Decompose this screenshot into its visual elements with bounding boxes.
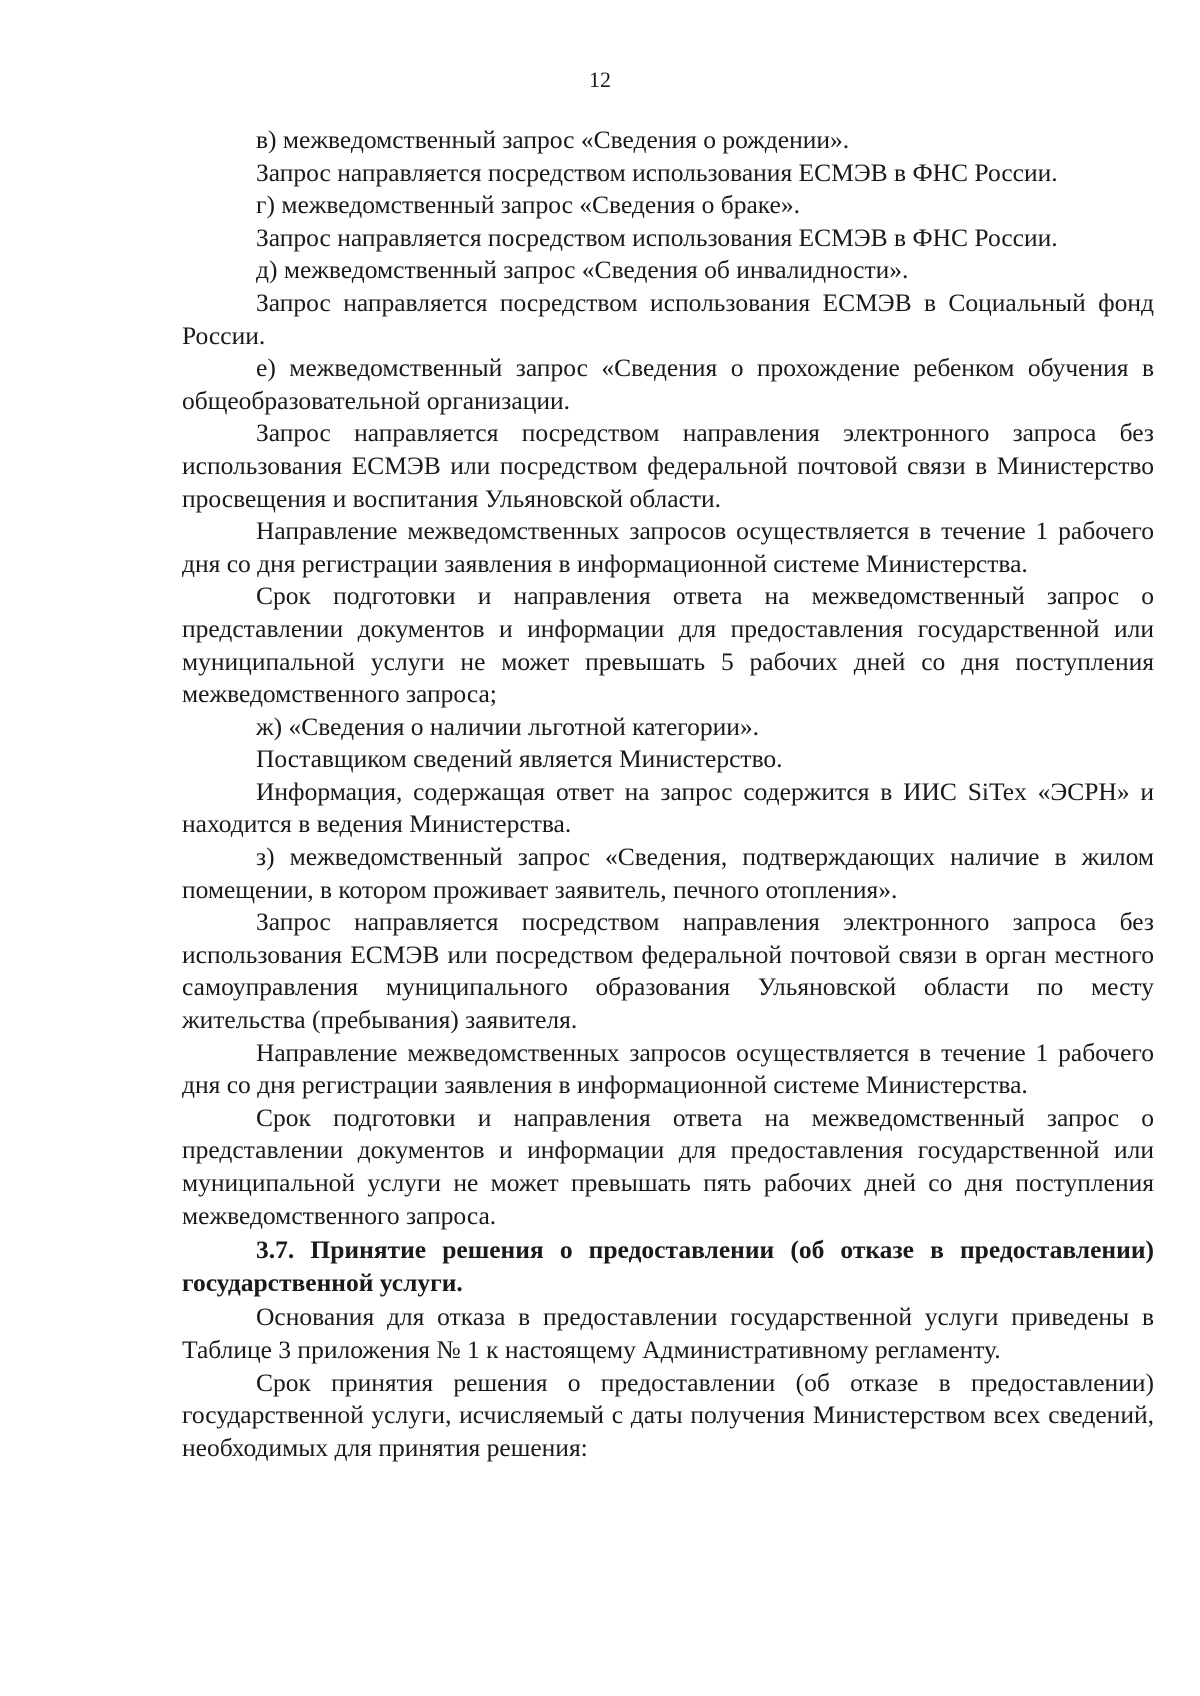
paragraph: е) межведомственный запрос «Сведения о прохождение ребенком обучения в общеобразовательной организации.	[182, 353, 1154, 415]
page-number: 12	[589, 67, 611, 92]
paragraph: Основания для отказа в предоставлении государственной услуги приведены в Таблице 3 приложения № 1 к настоящему Административному регламенту.	[182, 1302, 1154, 1364]
paragraph: д) межведомственный запрос «Сведения об инвалидности».	[256, 255, 909, 285]
paragraph: Запрос направляется посредством направления электронного запроса без использования ЕСМЭВ или посредством федеральной почтовой связи в Министерство просвещения и воспитания Ульяновской области.	[182, 418, 1154, 513]
paragraph: г) межведомственный запрос «Сведения о браке».	[256, 190, 800, 220]
paragraph: Срок подготовки и направления ответа на межведомственный запрос о представлении документов и информации для предоставления государственной или муниципальной услуги не может превышать 5 рабочих дней со дня поступления межведомственного запроса;	[182, 581, 1154, 709]
paragraph: з) межведомственный запрос «Сведения, подтверждающих наличие в жилом помещении, в котором проживает заявитель, печного отопления».	[182, 842, 1154, 904]
paragraph: Информация, содержащая ответ на запрос содержится в ИИС SiTex «ЭСРН» и находится в ведения Министерства.	[182, 776, 1154, 839]
document-body	[182, 124, 1154, 1464]
paragraph: Направление межведомственных запросов осуществляется в течение 1 рабочего дня со дня регистрации заявления в информационной системе Министерства.	[182, 516, 1154, 578]
paragraph: Срок подготовки и направления ответа на межведомственный запрос о представлении документов и информации для предоставления государственной или муниципальной услуги не может превышать пять рабочих дней со дня поступления межведомственного запроса.	[182, 1102, 1154, 1230]
paragraph: Запрос направляется посредством использования ЕСМЭВ в Социальный фонд России.	[182, 287, 1154, 350]
paragraph: Поставщиком сведений является Министерство.	[256, 744, 783, 774]
paragraph: ж) «Сведения о наличии льготной категории».	[256, 711, 760, 741]
paragraph: Направление межведомственных запросов осуществляется в течение 1 рабочего дня со дня регистрации заявления в информационной системе Министерства.	[182, 1037, 1154, 1100]
paragraph: Запрос направляется посредством использования ЕСМЭВ в ФНС России.	[256, 157, 1058, 187]
paragraph: Срок принятия решения о предоставлении (об отказе в предоставлении) государственной услуги, исчисляемый с даты получения Министерством всех сведений, необходимых для принятия решения:	[182, 1367, 1154, 1462]
paragraph: Запрос направляется посредством использования ЕСМЭВ в ФНС России.	[256, 222, 1058, 252]
paragraph: Запрос направляется посредством направления электронного запроса без использования ЕСМЭВ или посредством федеральной почтовой связи в орган местного самоуправления муниципального образования Ульяновской области по месту жительства (пребывания) заявителя.	[182, 907, 1154, 1035]
section-heading: 3.7. Принятие решения о предоставлении (об отказе в предоставлении) государственной услуги.	[182, 1235, 1154, 1297]
paragraph: в) межведомственный запрос «Сведения о рождении».	[256, 125, 850, 154]
